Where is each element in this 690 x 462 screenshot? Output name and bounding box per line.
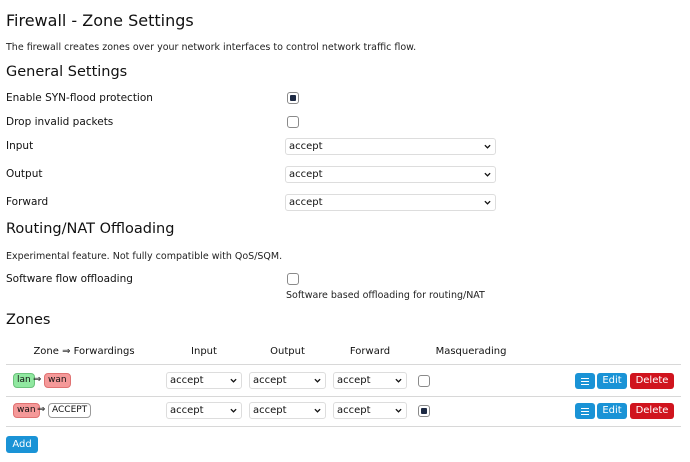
offloading-heading: Routing/NAT Offloading	[6, 221, 175, 237]
row-forward-select[interactable]	[333, 402, 407, 419]
chevron-down-icon	[484, 171, 491, 178]
output-policy-value: accept	[289, 169, 323, 180]
input-policy-value: accept	[289, 141, 323, 152]
table-divider	[6, 364, 681, 365]
forward-policy-label: Forward	[6, 196, 49, 208]
chevron-down-icon	[314, 407, 321, 414]
software-offloading-hint: Software based offloading for routing/NAT	[286, 290, 485, 301]
chevron-down-icon	[314, 377, 321, 384]
row-output-select[interactable]	[249, 372, 326, 389]
syn-flood-label: Enable SYN-flood protection	[6, 92, 153, 104]
syn-flood-checkbox[interactable]	[287, 92, 299, 104]
chevron-down-icon	[484, 199, 491, 206]
software-offloading-label: Software flow offloading	[6, 273, 133, 285]
chevron-down-icon	[230, 407, 237, 414]
zones-heading: Zones	[6, 312, 51, 328]
col-forward: Forward	[349, 346, 391, 357]
col-masquerading: Masquerading	[435, 346, 507, 357]
row-input-value: accept	[170, 405, 204, 416]
delete-button[interactable]: Delete	[630, 403, 674, 419]
general-settings-heading: General Settings	[6, 64, 128, 80]
input-policy-label: Input	[6, 140, 34, 152]
page-description: The firewall creates zones over your network interfaces to control network traffic flow.	[6, 42, 417, 53]
row-forward-value: accept	[337, 375, 371, 386]
chevron-down-icon	[484, 143, 491, 150]
software-offloading-checkbox[interactable]	[287, 273, 299, 285]
masquerading-checkbox[interactable]	[418, 405, 430, 417]
drop-invalid-label: Drop invalid packets	[6, 116, 114, 128]
add-zone-button[interactable]: Add	[6, 436, 38, 453]
chevron-down-icon	[230, 377, 237, 384]
delete-button[interactable]: Delete	[630, 373, 674, 389]
row-output-select[interactable]	[249, 402, 326, 419]
drop-invalid-checkbox[interactable]	[287, 116, 299, 128]
edit-button[interactable]: Edit	[597, 403, 627, 419]
forward-arrow: ⇒	[37, 404, 46, 415]
zone-badge-lan[interactable]: lan	[13, 373, 35, 388]
col-input: Input	[191, 346, 217, 357]
edit-button[interactable]: Edit	[597, 373, 627, 389]
zone-badge-wan[interactable]: wan	[13, 403, 40, 418]
forward-policy-select[interactable]	[285, 194, 496, 211]
offloading-description: Experimental feature. Not fully compatible with QoS/SQM.	[6, 251, 283, 262]
page-title: Firewall - Zone Settings	[6, 11, 194, 30]
output-policy-label: Output	[6, 168, 43, 180]
zone-badge-wan[interactable]: wan	[44, 373, 71, 388]
row-input-select[interactable]	[166, 402, 242, 419]
row-output-value: accept	[253, 405, 287, 416]
zone-badge-accept[interactable]: ACCEPT	[48, 403, 91, 418]
input-policy-select[interactable]	[285, 138, 496, 155]
row-forward-value: accept	[337, 405, 371, 416]
col-output: Output	[270, 346, 305, 357]
reorder-button[interactable]	[575, 373, 595, 389]
chevron-down-icon	[395, 377, 402, 384]
row-output-value: accept	[253, 375, 287, 386]
row-input-select[interactable]	[166, 372, 242, 389]
forward-policy-value: accept	[289, 197, 323, 208]
table-row	[0, 366, 690, 396]
table-divider	[6, 426, 681, 427]
table-row	[0, 396, 690, 426]
reorder-button[interactable]	[575, 403, 595, 419]
chevron-down-icon	[395, 407, 402, 414]
masquerading-checkbox[interactable]	[418, 375, 430, 387]
row-forward-select[interactable]	[333, 372, 407, 389]
row-input-value: accept	[170, 375, 204, 386]
col-zone-forwardings: Zone ⇒ Forwardings	[33, 346, 135, 357]
output-policy-select[interactable]	[285, 166, 496, 183]
forward-arrow: ⇒	[33, 374, 42, 385]
